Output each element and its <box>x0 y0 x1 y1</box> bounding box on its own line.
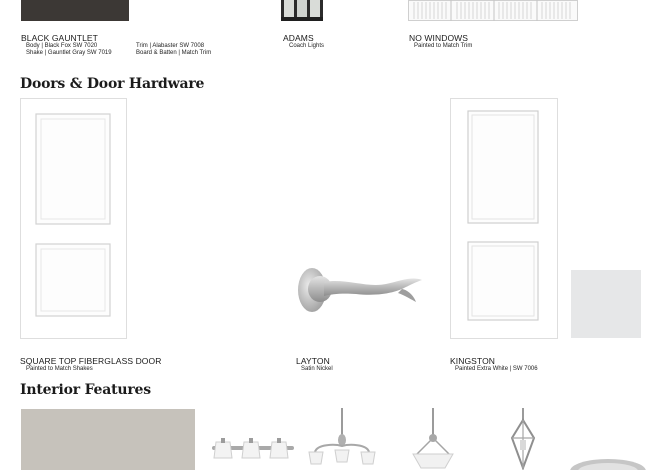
adams-subtitle: Coach Lights <box>289 43 325 49</box>
layton-subtitle: Satin Nickel <box>301 366 333 372</box>
interior-section-heading: Interior Features <box>20 382 151 398</box>
black-gauntlet-title: BLACK GAUNTLET <box>21 33 98 43</box>
pendant-light-image <box>405 408 461 470</box>
black-gauntlet-trim-color: Trim | Alabaster SW 7008 <box>136 43 205 49</box>
black-gauntlet-batten-color: Board & Batten | Match Trim <box>136 50 212 56</box>
black-gauntlet-body-color: Body | Black Fox SW 7020 <box>26 43 98 49</box>
kingston-subtitle: Painted Extra White | SW 7006 <box>455 366 538 372</box>
kingston-door-image <box>450 98 558 339</box>
flush-mount-light-image <box>568 455 648 470</box>
square-top-door-title: SQUARE TOP FIBERGLASS DOOR <box>20 356 162 366</box>
doors-section-heading: Doors & Door Hardware <box>20 76 205 92</box>
black-gauntlet-shake-color: Shake | Gauntlet Gray SW 7019 <box>26 50 112 56</box>
garage-door-image <box>408 0 578 21</box>
adams-coach-light-image <box>281 0 323 21</box>
vanity-light-image <box>208 432 298 470</box>
no-windows-title: NO WINDOWS <box>409 33 469 43</box>
extra-white-swatch <box>571 270 641 338</box>
lantern-pendant-image <box>500 408 546 470</box>
square-top-door-image <box>20 98 127 339</box>
layton-lever-image <box>294 258 426 316</box>
square-top-door-subtitle: Painted to Match Shakes <box>26 366 93 372</box>
no-windows-subtitle: Painted to Match Trim <box>414 43 473 49</box>
interior-paint-swatch <box>21 409 195 470</box>
chandelier-image <box>305 408 379 470</box>
adams-title: ADAMS <box>283 33 314 43</box>
layton-title: LAYTON <box>296 356 330 366</box>
black-gauntlet-swatch <box>21 0 129 21</box>
kingston-title: KINGSTON <box>450 356 496 366</box>
